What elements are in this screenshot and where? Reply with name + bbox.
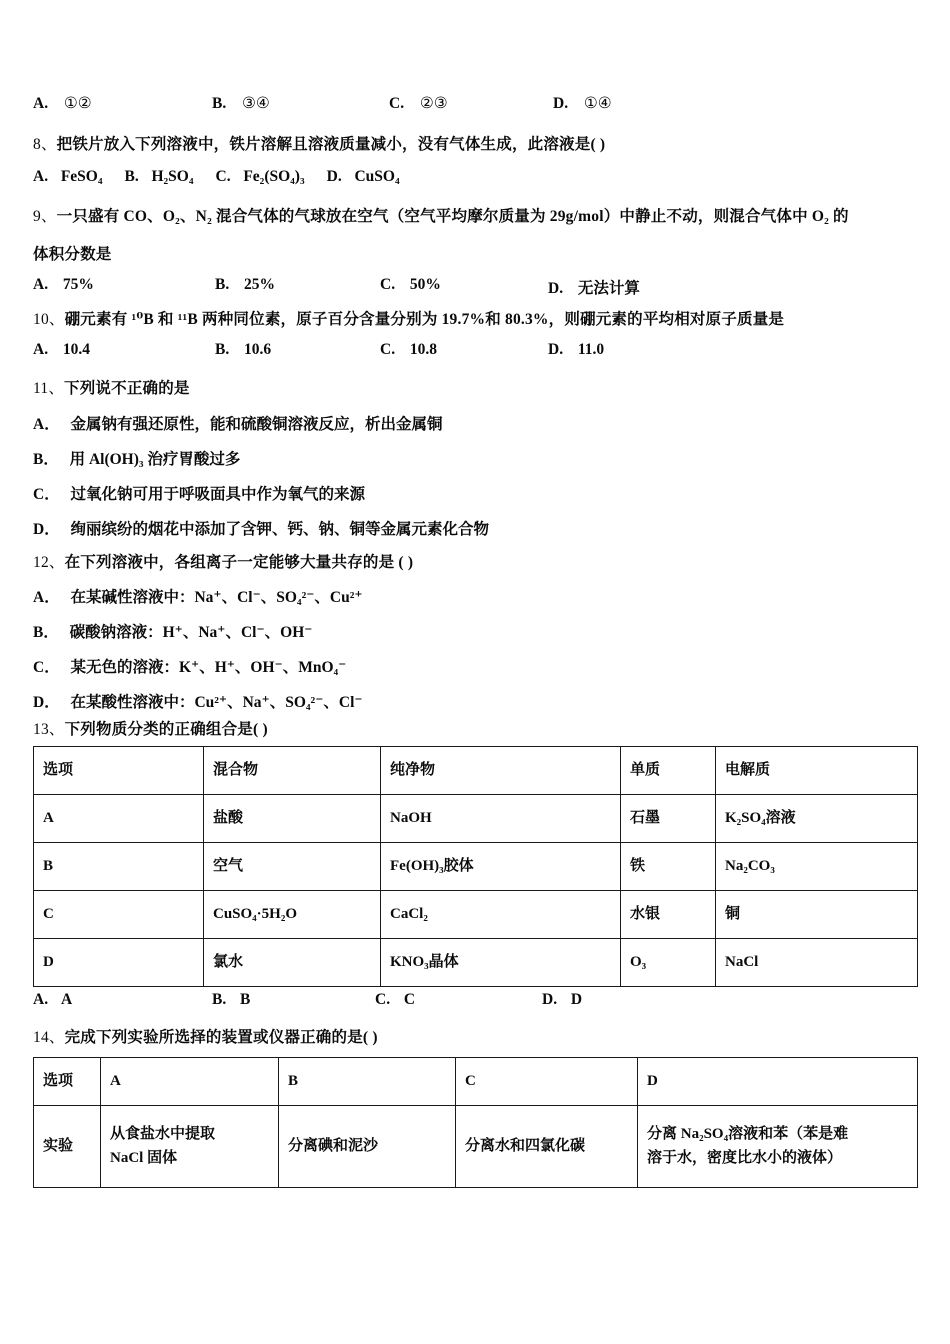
q13-row-a-electrolyte: K₂SO₄溶液	[716, 795, 918, 843]
q7-option-d[interactable]	[553, 94, 612, 113]
q14-cell-d-line2: 溶于水，密度比水小的液体）	[647, 1149, 843, 1166]
q9-option-b[interactable]	[215, 276, 275, 294]
q8-option-d-label: D.	[326, 168, 342, 185]
q14-cell-d	[638, 1106, 918, 1188]
table-row	[34, 891, 918, 939]
q13-row-d-electrolyte: NaCl	[716, 939, 918, 987]
q13-row-b-option: B	[34, 843, 204, 891]
q11-option-a-label: A．	[33, 416, 60, 433]
q7-option-a[interactable]	[33, 94, 92, 113]
q13-header-element: 单质	[621, 747, 716, 795]
question-13-table	[33, 746, 918, 987]
q9-option-d[interactable]	[548, 276, 640, 298]
q12-option-d-text: 在某酸性溶液中：Cu²⁺、Na⁺、SO₄²⁻、Cl⁻	[70, 694, 363, 711]
q13-row-b-element: 铁	[621, 843, 716, 891]
q10-option-a[interactable]	[33, 341, 90, 359]
question-8-stem	[33, 133, 605, 156]
q8-option-a-label: A.	[33, 168, 49, 185]
q13-row-c-electrolyte: 铜	[716, 891, 918, 939]
q14-cell-d-line1: 分离 Na₂SO₄溶液和苯（苯是难	[647, 1126, 849, 1143]
q9-option-c[interactable]	[380, 276, 441, 294]
q13-row-d-pure: KNO₃晶体	[381, 939, 621, 987]
q13-row-b-electrolyte: Na₂CO₃	[716, 843, 918, 891]
q13-header-electrolyte: 电解质	[716, 747, 918, 795]
q13-row-c-pure: CaCl₂	[381, 891, 621, 939]
question-14-stem	[33, 1026, 378, 1049]
q8-option-c-label: C.	[215, 168, 231, 185]
q12-option-b-text: 碳酸钠溶液：H⁺、Na⁺、Cl⁻、OH⁻	[69, 624, 313, 641]
q11-option-b-text: 用 Al(OH)₃ 治疗胃酸过多	[69, 451, 241, 468]
q7-option-d-label: D.	[553, 95, 569, 112]
q8-option-a[interactable]	[33, 168, 103, 186]
q10-number: 10、	[33, 311, 65, 328]
q7-option-a-text: ①②	[63, 95, 92, 112]
q11-option-d-text: 绚丽缤纷的烟花中添加了含钾、钙、钠、铜等金属元素化合物	[70, 521, 489, 538]
q13-row-b-pure: Fe(OH)₃胶体	[381, 843, 621, 891]
q11-option-b[interactable]	[33, 447, 240, 469]
q12-option-d-label: D．	[33, 694, 60, 711]
q8-option-d-text: CuSO₄	[354, 168, 400, 185]
q8-option-b-label: B.	[124, 168, 139, 185]
q14-header-c: C	[456, 1058, 638, 1106]
q10-option-b-label: B.	[215, 341, 230, 358]
q13-row-d-option: D	[34, 939, 204, 987]
q7-option-d-text: ①④	[583, 95, 612, 112]
q11-option-c-text: 过氧化钠可用于呼吸面具中作为氧气的来源	[70, 486, 365, 503]
q13-answer-d-label: D.	[542, 991, 558, 1008]
q13-header-option: 选项	[34, 747, 204, 795]
q11-number: 11、	[33, 380, 65, 397]
q11-option-d-label: D．	[33, 521, 60, 538]
question-9-stem-line1	[33, 205, 849, 228]
table-row-header	[34, 747, 918, 795]
q13-row-c-mixture: CuSO₄·5H₂O	[204, 891, 381, 939]
q9-option-c-label: C.	[380, 276, 396, 293]
q10-stem-text: 硼元素有 ¹⁰B 和 ¹¹B 两种同位素，原子百分含量分别为 19.7%和 80.3%，则硼元素的平均相对原子质量是	[64, 311, 785, 328]
q8-number: 8、	[33, 136, 57, 153]
q12-option-c[interactable]	[33, 655, 346, 677]
q13-header-mixture: 混合物	[204, 747, 381, 795]
q14-cell-a-line1: 从食盐水中提取	[110, 1126, 216, 1143]
q10-option-d-text: 11.0	[577, 341, 605, 358]
q12-option-d[interactable]	[33, 690, 363, 712]
q13-answer-c[interactable]	[375, 991, 415, 1009]
q11-stem-text: 下列说不正确的是	[64, 380, 190, 397]
q8-option-c-text: Fe₂(SO₄)₃	[243, 168, 305, 185]
q14-cell-c: 分离水和四氯化碳	[456, 1106, 638, 1188]
q13-row-d-element: O₃	[621, 939, 716, 987]
q12-option-c-label: C．	[33, 659, 60, 676]
q14-row-label: 实验	[34, 1106, 101, 1188]
question-10-stem	[33, 308, 784, 331]
q14-stem-text: 完成下列实验所选择的装置或仪器正确的是( )	[64, 1029, 378, 1046]
question-11-stem	[33, 377, 190, 400]
q13-row-a-option: A	[34, 795, 204, 843]
q12-option-a[interactable]	[33, 585, 363, 607]
q9-option-b-label: B.	[215, 276, 230, 293]
q13-row-a-mixture: 盐酸	[204, 795, 381, 843]
table-row-header	[34, 1058, 918, 1106]
q13-row-a-pure: NaOH	[381, 795, 621, 843]
q10-option-d-label: D.	[548, 341, 564, 358]
question-13-stem	[33, 718, 268, 741]
q13-number: 13、	[33, 721, 65, 738]
question-9-stem-line2: 体积分数是	[33, 246, 112, 263]
q8-stem-text: 把铁片放入下列溶液中，铁片溶解且溶液质量减小，没有气体生成，此溶液是( )	[56, 136, 606, 153]
q13-answer-d-text: D	[570, 991, 583, 1008]
q14-cell-a	[101, 1106, 279, 1188]
q7-option-c-text: ②③	[419, 95, 448, 112]
q12-option-b-label: B．	[33, 624, 59, 641]
q13-answer-a-text: A	[60, 991, 73, 1008]
q10-option-c[interactable]	[380, 341, 437, 359]
table-row	[34, 1106, 918, 1188]
q13-row-d-mixture: 氯水	[204, 939, 381, 987]
q14-header-a: A	[101, 1058, 279, 1106]
q7-option-b-text: ③④	[241, 95, 270, 112]
q8-option-a-text: FeSO₄	[60, 168, 103, 185]
q14-cell-a-line2: NaCl 固体	[110, 1149, 178, 1166]
q9-option-b-text: 25%	[243, 276, 275, 293]
q13-answer-a[interactable]	[33, 991, 72, 1009]
q13-row-c-option: C	[34, 891, 204, 939]
q11-option-d[interactable]	[33, 517, 489, 539]
q10-option-b-text: 10.6	[243, 341, 272, 358]
q13-header-pure: 纯净物	[381, 747, 621, 795]
q13-stem-text: 下列物质分类的正确组合是( )	[64, 721, 268, 738]
q14-header-d: D	[638, 1058, 918, 1106]
q12-option-a-label: A．	[33, 589, 60, 606]
q13-answer-d[interactable]	[542, 991, 582, 1009]
q7-option-b-label: B.	[212, 95, 227, 112]
q7-option-a-label: A.	[33, 95, 49, 112]
q12-option-a-text: 在某碱性溶液中：Na⁺、Cl⁻、SO₄²⁻、Cu²⁺	[70, 589, 363, 606]
q8-option-c[interactable]	[216, 168, 305, 186]
q8-option-b-text: H₂SO₄	[151, 168, 194, 185]
q13-row-c-element: 水银	[621, 891, 716, 939]
q12-number: 12、	[33, 554, 65, 571]
q10-option-b[interactable]	[215, 341, 271, 359]
q11-option-a[interactable]	[33, 412, 442, 434]
q13-answer-c-label: C.	[375, 991, 391, 1008]
q13-row-b-mixture: 空气	[204, 843, 381, 891]
question-14-table	[33, 1057, 918, 1188]
q12-option-c-text: 某无色的溶液：K⁺、H⁺、OH⁻、MnO₄⁻	[70, 659, 347, 676]
q12-option-b[interactable]	[33, 620, 312, 642]
q11-option-b-label: B．	[33, 451, 59, 468]
q13-answer-c-text: C	[403, 991, 416, 1008]
q10-option-c-label: C.	[380, 341, 396, 358]
q9-option-d-text: 无法计算	[577, 280, 640, 297]
q11-option-c-label: C．	[33, 486, 60, 503]
q9-option-c-text: 50%	[409, 276, 441, 293]
table-row	[34, 843, 918, 891]
q9-number: 9、	[33, 208, 57, 225]
q13-answer-a-label: A.	[33, 991, 49, 1008]
q7-option-b[interactable]	[212, 94, 270, 113]
question-8-options	[33, 168, 400, 186]
q13-answer-b[interactable]	[212, 991, 250, 1009]
q8-option-b[interactable]	[125, 168, 194, 186]
q10-option-a-label: A.	[33, 341, 49, 358]
q13-answer-b-text: B	[239, 991, 251, 1008]
q12-stem-text: 在下列溶液中，各组离子一定能够大量共存的是 ( )	[64, 554, 414, 571]
q9-stem-text-1: 一只盛有 CO、O₂、N₂ 混合气体的气球放在空气（空气平均摩尔质量为 29g/mol）中静止不动，则混合气体中 O₂ 的	[56, 208, 849, 225]
q9-option-d-label: D.	[548, 280, 564, 297]
q11-option-a-text: 金属钠有强还原性，能和硫酸铜溶液反应，析出金属铜	[70, 416, 443, 433]
q14-cell-b: 分离碘和泥沙	[279, 1106, 456, 1188]
q10-option-c-text: 10.8	[409, 341, 437, 358]
q9-option-a-label: A.	[33, 276, 49, 293]
q13-answer-b-label: B.	[212, 991, 227, 1008]
q13-row-a-element: 石墨	[621, 795, 716, 843]
table-row	[34, 795, 918, 843]
table-row	[34, 939, 918, 987]
question-12-stem	[33, 551, 413, 574]
q7-option-c-label: C.	[389, 95, 405, 112]
q14-header-option: 选项	[34, 1058, 101, 1106]
q7-option-c[interactable]	[389, 94, 448, 113]
q10-option-d[interactable]	[548, 341, 604, 359]
q11-option-c[interactable]	[33, 482, 365, 504]
q9-option-a[interactable]	[33, 276, 94, 294]
q9-option-a-text: 75%	[62, 276, 94, 293]
q14-number: 14、	[33, 1029, 65, 1046]
q14-header-b: B	[279, 1058, 456, 1106]
q10-option-a-text: 10.4	[62, 341, 90, 358]
q8-option-d[interactable]	[327, 168, 400, 186]
